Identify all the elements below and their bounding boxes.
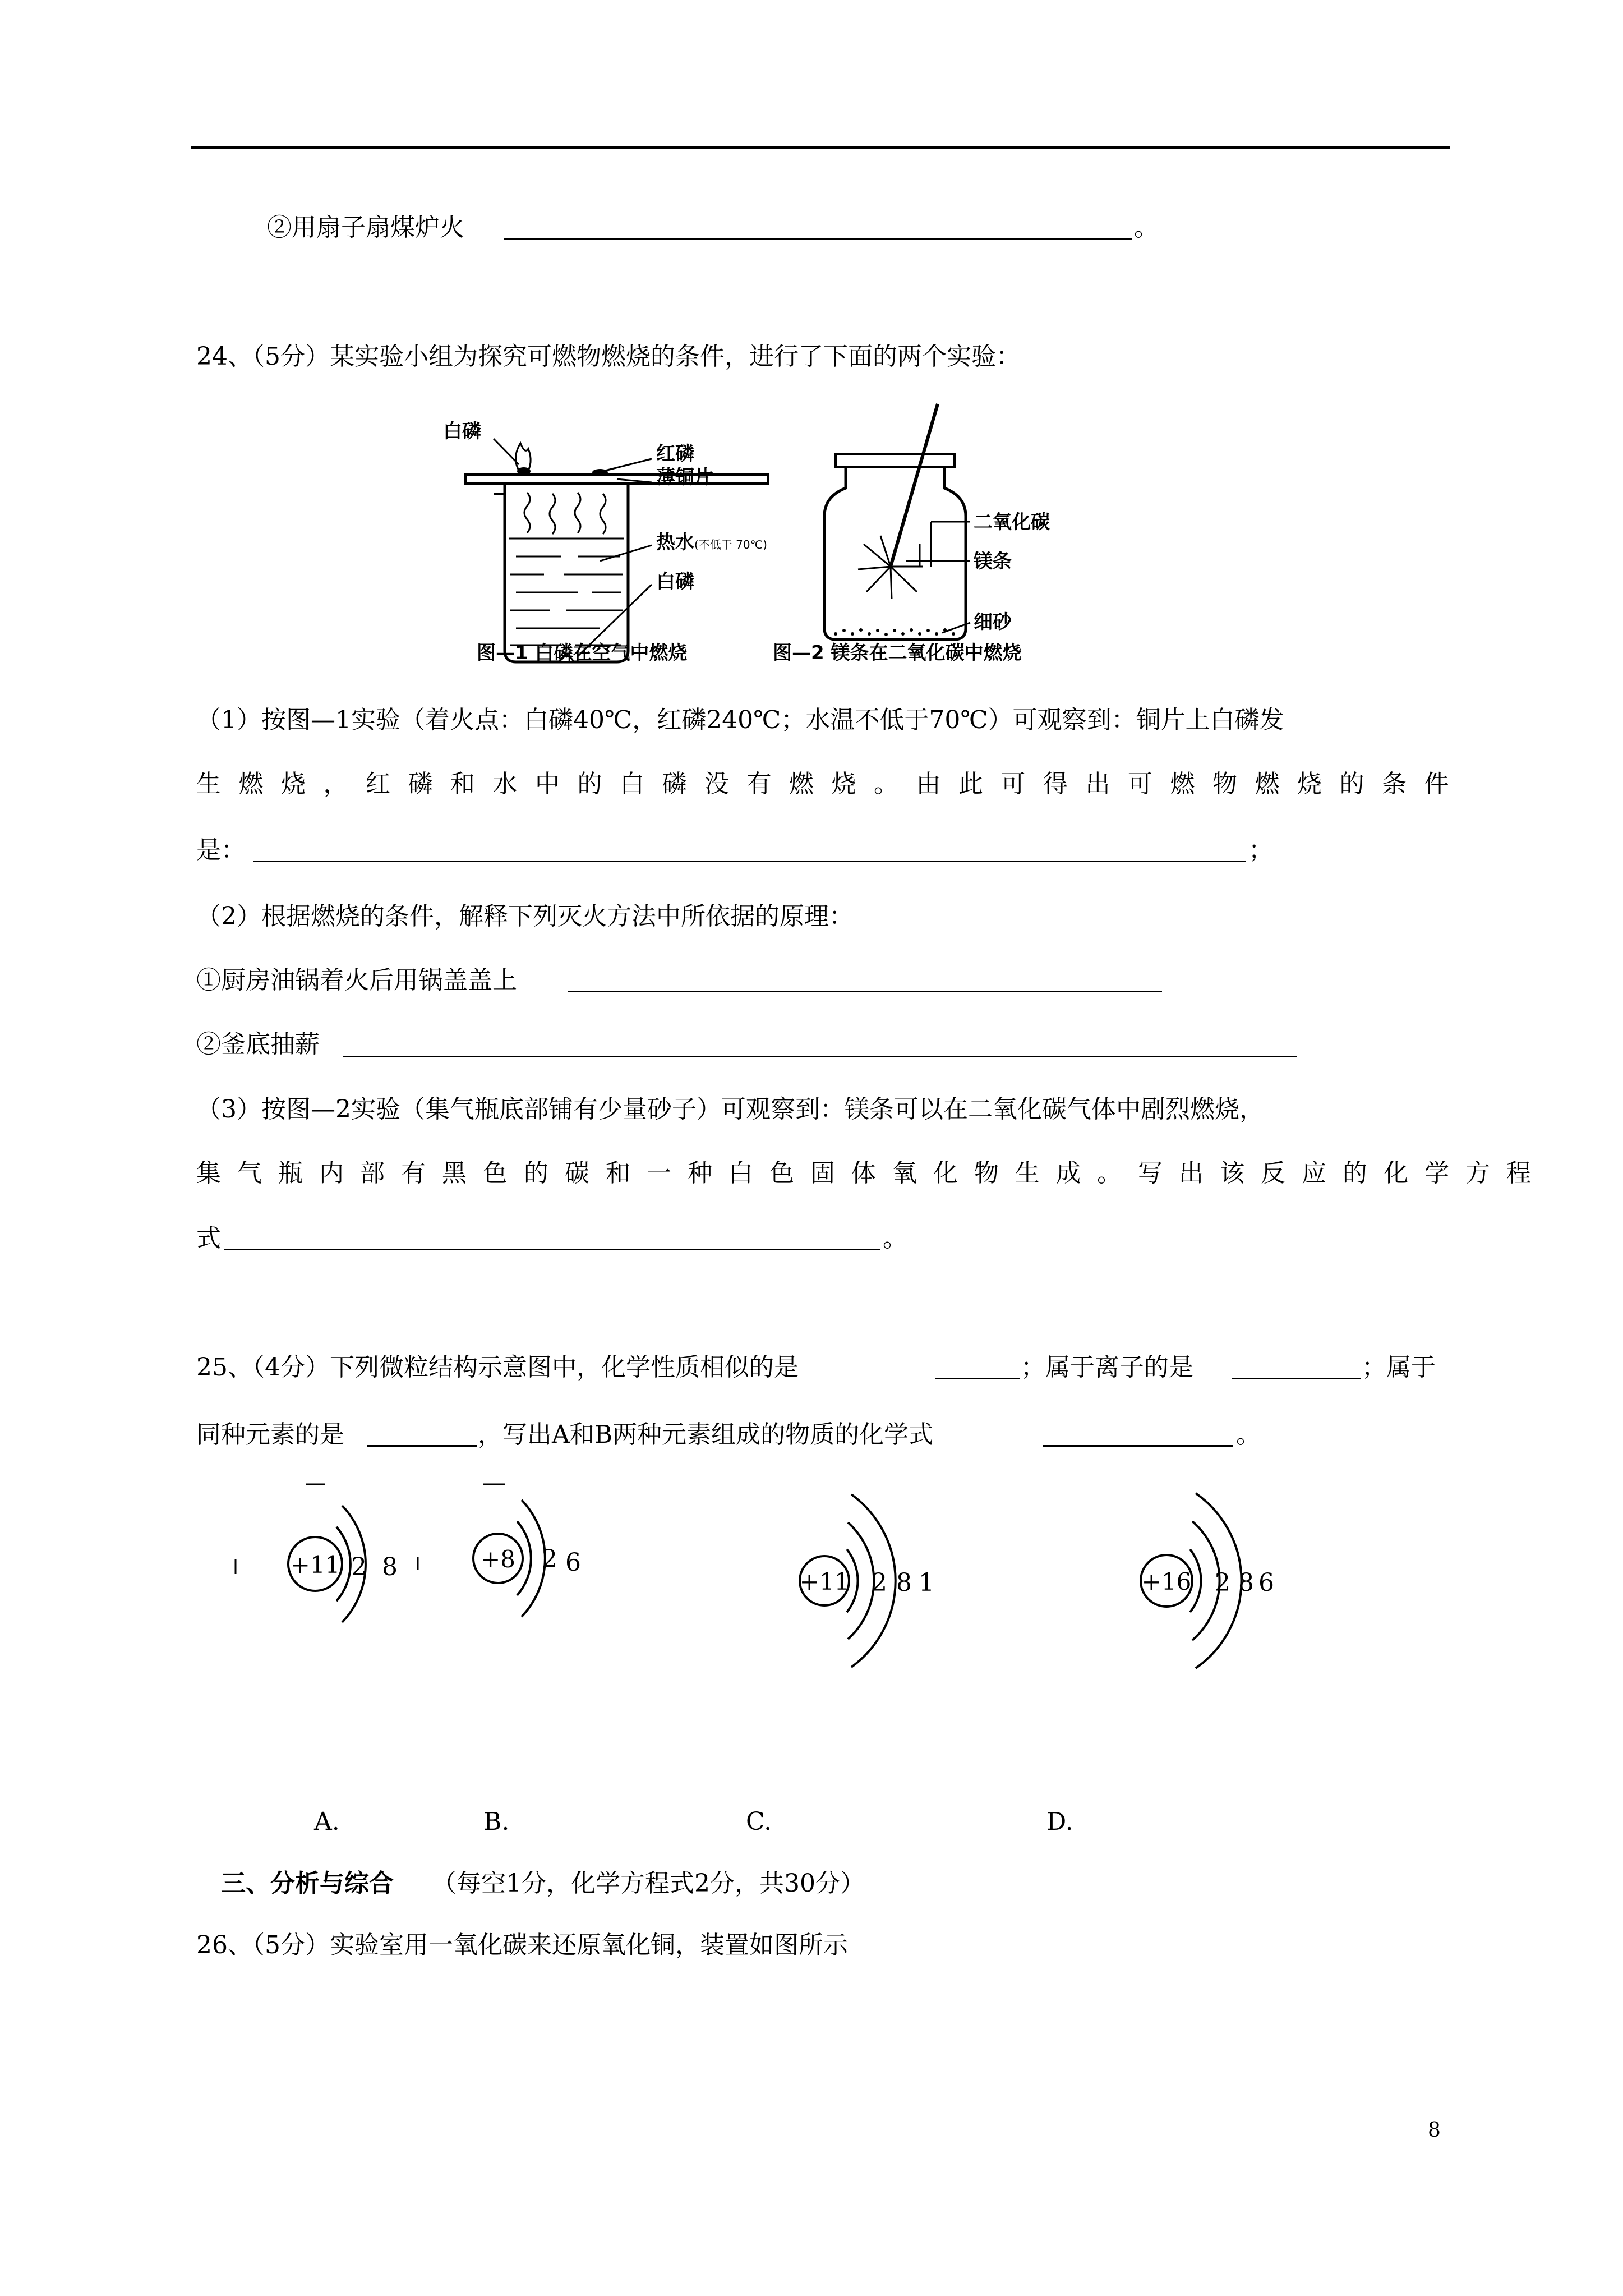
svg-text:8: 8 [1238,1568,1254,1597]
svg-text:6: 6 [565,1548,581,1577]
svg-text:2: 2 [872,1568,887,1597]
atom-diagram-d [1122,1470,1312,1694]
q24-p2-a: ①厨房油锅着火后用锅盖盖上 [196,966,517,995]
q24-p1-line2: 生燃烧，红磷和水中的白磷没有燃烧。由此可得出可燃物燃烧的条件 [196,770,1467,798]
answer-blank[interactable] [367,1445,477,1447]
figure-2-gas-jar [813,398,1071,656]
svg-text:白磷: 白磷 [443,420,481,443]
atom-label-d: D. [1046,1807,1073,1836]
answer-blank[interactable] [1043,1445,1233,1447]
figure-2-caption: 图—2 镁条在二氧化碳中燃烧 [773,642,1022,664]
q24-p2-b: ②釜底抽薪 [196,1030,320,1059]
atom-label-c: C. [746,1807,772,1836]
figure-1-beaker [432,409,824,673]
atom-diagram-a [224,1475,437,1660]
q24-p3-line1: （3）按图—2实验（集气瓶底部铺有少量砂子）可观察到：镁条可以在二氧化碳气体中剧烈燃烧， [196,1095,1264,1124]
svg-text:1: 1 [919,1568,934,1597]
answer-blank[interactable] [224,1249,880,1250]
q25-line2-a: 同种元素的是 [196,1420,344,1449]
atom-label-b: B. [483,1807,510,1836]
q25-line2-c: 。 [1236,1420,1261,1449]
answer-blank[interactable] [253,861,1246,862]
svg-text:8: 8 [382,1553,398,1581]
figure-1-caption: 图—1 白磷在空气中燃烧 [477,642,688,664]
svg-text:细砂: 细砂 [974,611,1012,633]
q25-line2-b: ，写出A和B两种元素组成的物质的化学式 [478,1420,934,1449]
svg-text:6: 6 [1258,1568,1274,1597]
svg-text:2: 2 [542,1545,557,1573]
svg-text:热水: 热水 [656,531,694,554]
q23-end: 。 [1134,213,1159,242]
q24-p1-line1: （1）按图—1实验（着火点：白磷40℃，红磷240℃；水温不低于70℃）可观察到：铜片上白磷发 [196,706,1284,734]
header-rule [191,146,1450,149]
svg-text:二氧化碳: 二氧化碳 [974,511,1050,533]
answer-blank[interactable] [1232,1378,1361,1379]
q25-line1-b: ；属于离子的是 [1021,1353,1193,1382]
q25-line1-c: ；属于 [1362,1353,1436,1382]
q26-title: 26、（5分）实验室用一氧化碳来还原氧化铜，装置如图所示 [196,1931,848,1959]
page-number: 8 [1428,2119,1441,2142]
q24-p3-line2: 集气瓶内部有黑色的碳和一种白色固体氧化物生成。写出该反应的化学方程 [196,1159,1547,1188]
q24-p3-line3: 式 [196,1224,221,1253]
q24-p1-end: ； [1248,836,1273,864]
svg-text:红磷: 红磷 [656,443,694,465]
q24-p2: （2）根据燃烧的条件，解释下列灭火方法中所依据的原理： [196,902,854,931]
answer-blank[interactable] [343,1056,1297,1057]
atom-label-a: A. [314,1807,340,1836]
svg-text:(不低于 70℃): (不低于 70℃) [694,538,767,551]
q23-item2: ②用扇子扇煤炉火 [267,213,464,242]
answer-blank[interactable] [935,1378,1020,1379]
section-note: （每空1分，化学方程式2分，共30分） [432,1869,865,1898]
atom-diagram-c [785,1470,965,1694]
answer-blank[interactable] [568,991,1162,992]
svg-text:镁条: 镁条 [974,550,1012,573]
svg-text:2: 2 [351,1553,367,1581]
svg-text:+8: +8 [481,1545,515,1573]
svg-text:2: 2 [1215,1568,1230,1597]
svg-text:白磷: 白磷 [656,570,694,593]
atom-diagram-b [449,1475,617,1660]
q24-p1-line3: 是： [196,836,246,864]
svg-text:+11: +11 [799,1568,850,1595]
svg-text:薄铜片: 薄铜片 [656,466,713,489]
q24-title: 24、（5分）某实验小组为探究可燃物燃烧的条件，进行了下面的两个实验： [196,342,1021,371]
answer-blank[interactable] [504,238,1132,240]
section-title: 三、分析与综合 [221,1869,394,1898]
svg-text:+11: +11 [290,1551,340,1579]
q25-line1-a: 25、（4分）下列微粒结构示意图中，化学性质相似的是 [196,1353,799,1382]
svg-text:8: 8 [896,1568,912,1597]
q24-p3-end: 。 [883,1224,907,1253]
svg-text:+16: +16 [1141,1568,1192,1595]
